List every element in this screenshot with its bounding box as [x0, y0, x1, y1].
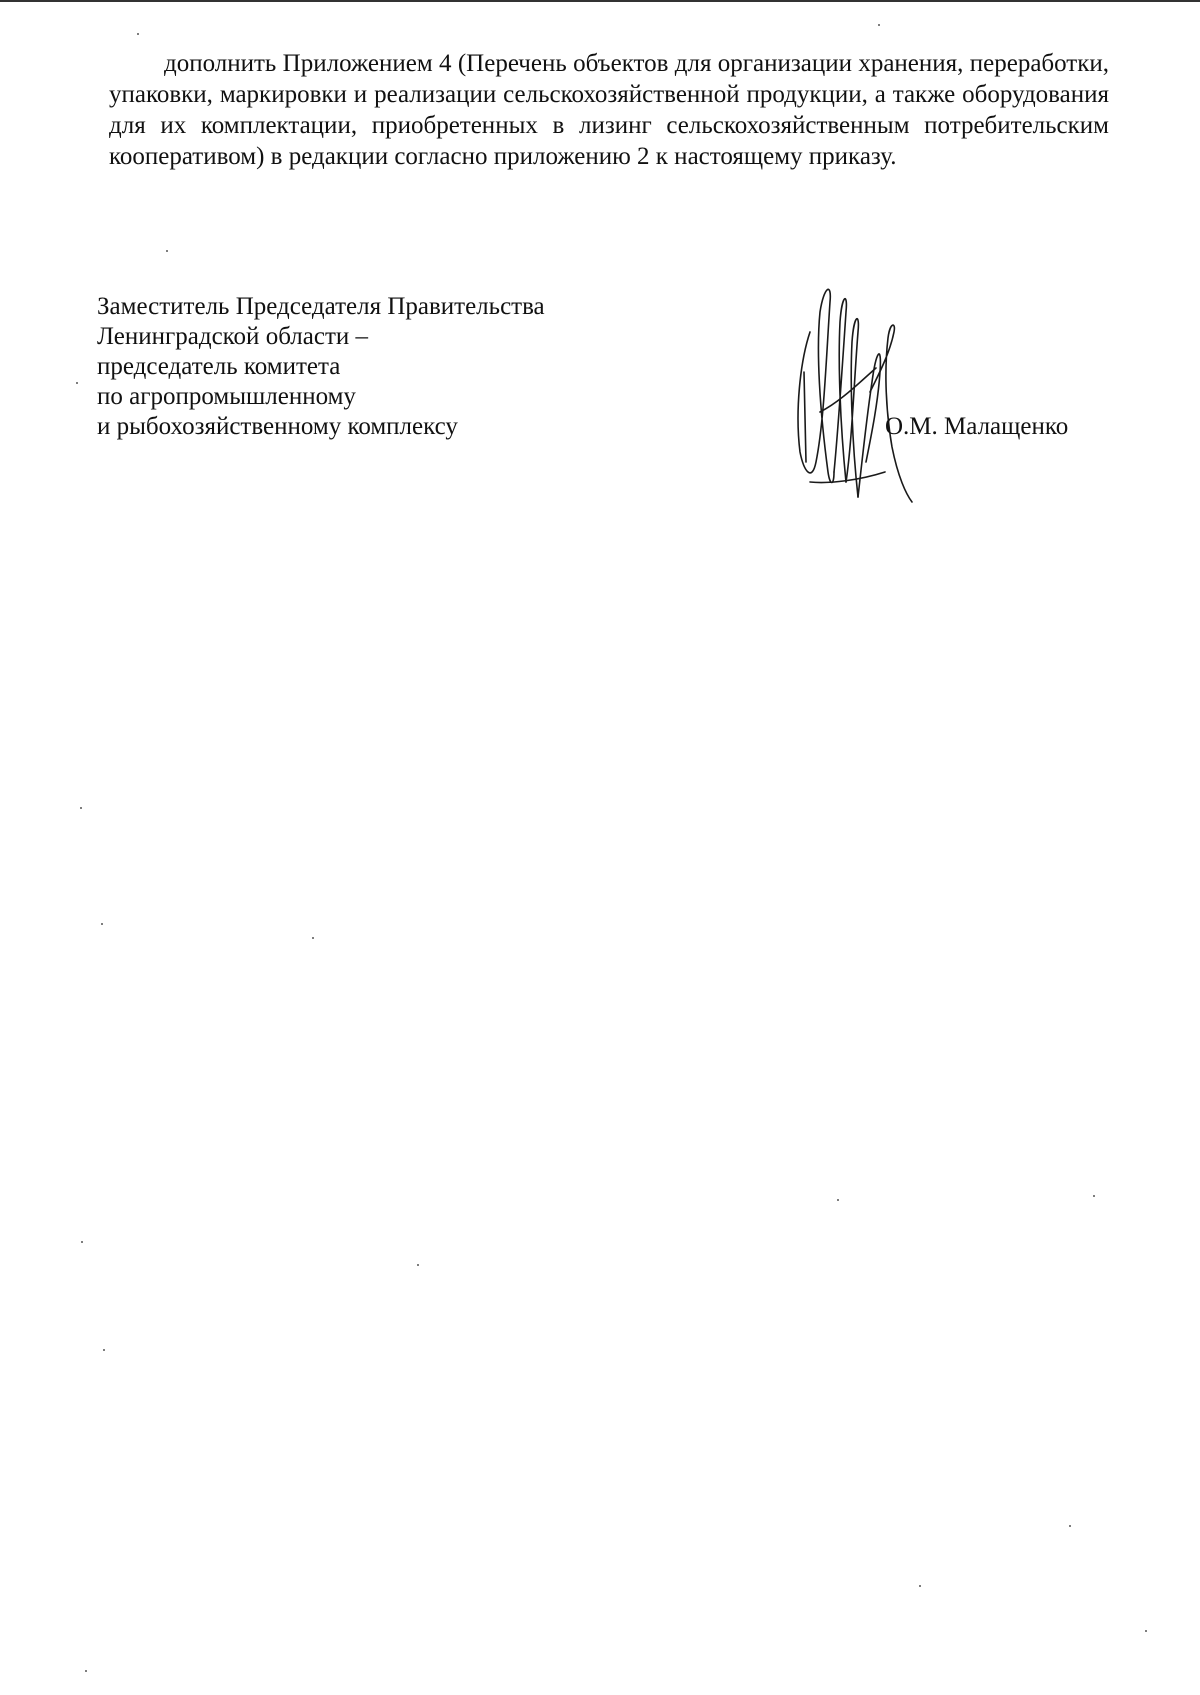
signatory-title-line: Ленинградской области – — [97, 323, 369, 350]
scan-edge-line — [0, 0, 1200, 2]
signatory-title-line: по агропромышленному — [97, 383, 356, 410]
scan-speck — [837, 1199, 839, 1201]
signatory-title-line: председатель комитета — [97, 353, 341, 380]
scan-speck — [137, 33, 139, 35]
scan-speck — [878, 24, 880, 26]
scan-speck — [417, 1264, 419, 1266]
signatory-title-line: Заместитель Председателя Правительства — [97, 293, 545, 320]
scan-speck — [1093, 1195, 1095, 1197]
scan-speck — [76, 382, 78, 384]
scan-speck — [1069, 1525, 1071, 1527]
scan-speck — [103, 1349, 105, 1351]
scan-speck — [80, 807, 82, 809]
body-paragraph: дополнить Приложением 4 (Перечень объектов для организации хранения, переработки, упаковки, маркировки и реализации сельскохозяйственной продукции, а также оборудования для их комплектации, приобретенных в лизинг сельскохозяйственным потребительским кооперативом) в редакции согласно приложению 2 к настоящему приказу. — [109, 50, 1109, 170]
signer-name: О.М. Малащенко — [885, 413, 1069, 440]
scan-speck — [81, 1241, 83, 1243]
signatory-title-block — [97, 292, 617, 442]
scan-speck — [101, 923, 103, 925]
scan-speck — [85, 1670, 87, 1672]
scan-speck — [312, 937, 314, 939]
handwritten-signature-icon — [790, 272, 970, 532]
scan-speck — [919, 1585, 921, 1587]
scan-speck — [1145, 1630, 1147, 1632]
signatory-title-line: и рыбохозяйственному комплексу — [97, 413, 458, 440]
scan-speck — [166, 250, 168, 252]
